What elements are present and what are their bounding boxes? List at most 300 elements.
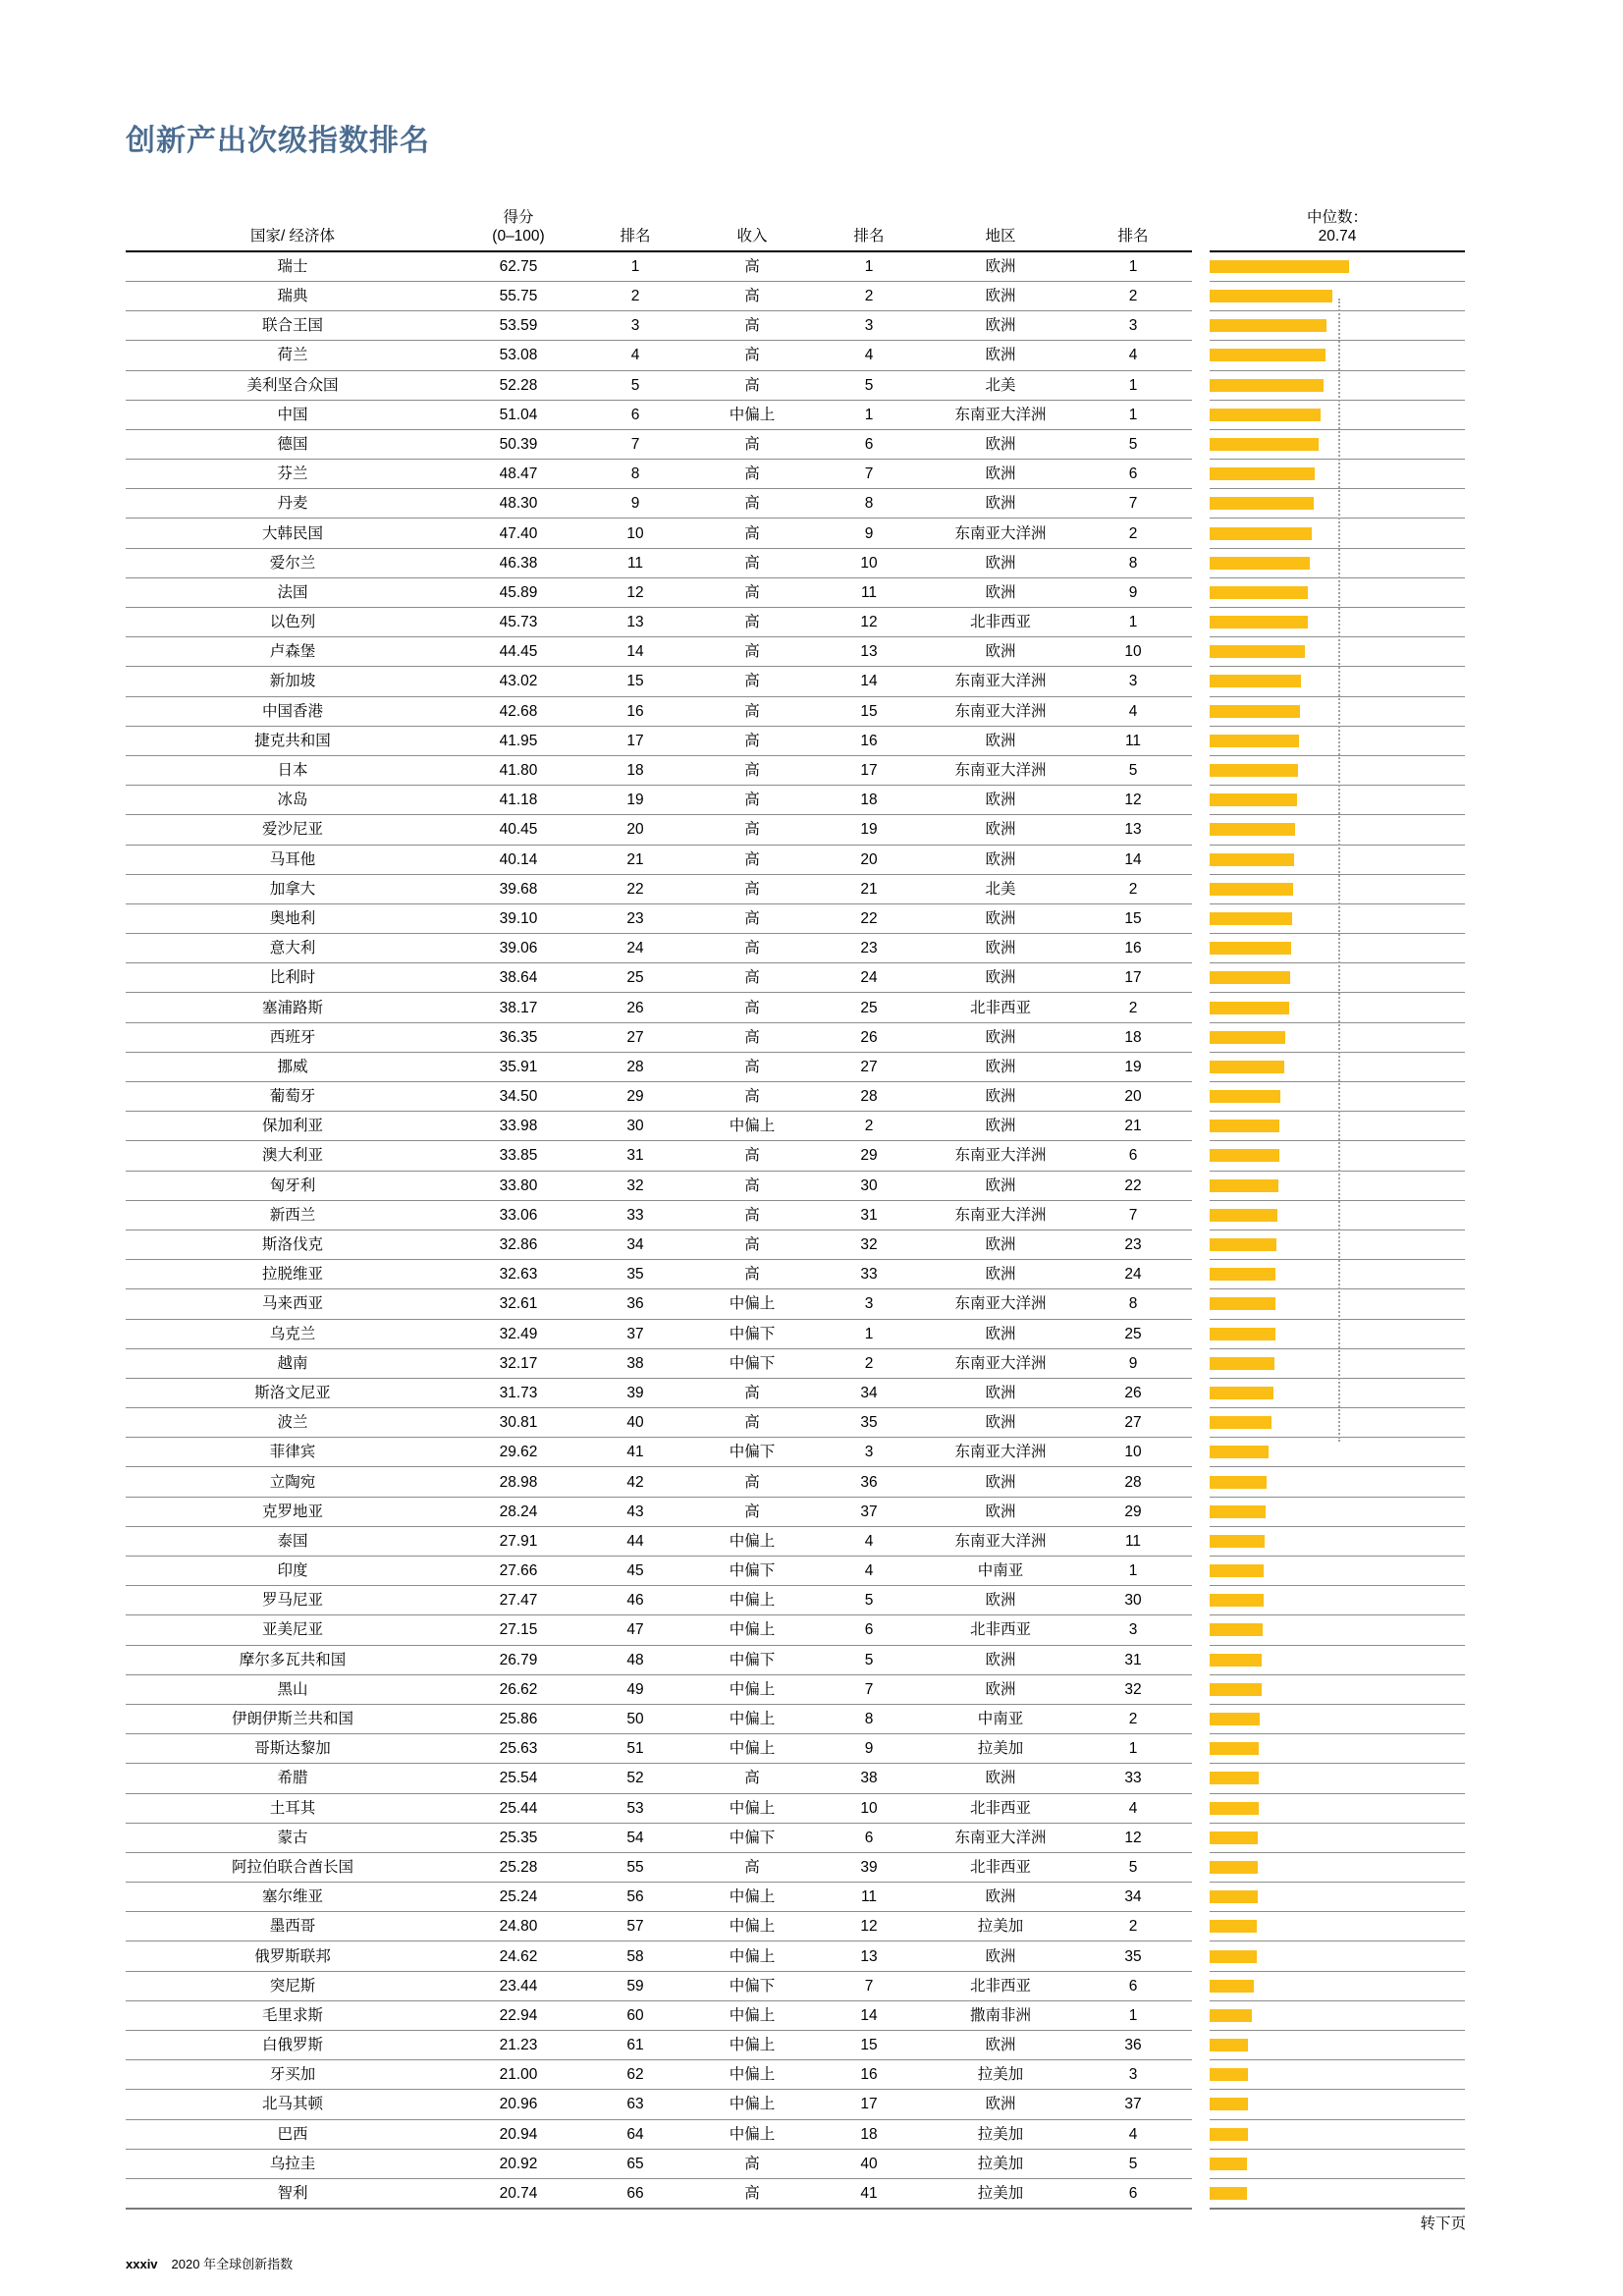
- cell-score-rank: 52: [577, 1764, 693, 1793]
- cell-income-rank: 10: [811, 1793, 927, 1823]
- cell-income-rank: 4: [811, 1557, 927, 1586]
- cell-region: 欧洲: [927, 2090, 1074, 2119]
- cell-income-rank: 37: [811, 1497, 927, 1526]
- cell-income-rank: 31: [811, 1200, 927, 1230]
- cell-region-rank: 2: [1074, 874, 1192, 903]
- score-bar: [1210, 1742, 1259, 1755]
- cell-income-rank: 32: [811, 1230, 927, 1259]
- score-bar: [1210, 1387, 1273, 1399]
- cell-score: 53.59: [460, 311, 577, 341]
- cell-region: 东南亚大洋洲: [927, 519, 1074, 548]
- table-row: [126, 2178, 1465, 2209]
- cell-score: 53.08: [460, 341, 577, 370]
- cell-income-rank: 14: [811, 667, 927, 696]
- cell-region-rank: 14: [1074, 845, 1192, 874]
- cell-score-bar: [1210, 1319, 1465, 1348]
- cell-spacer: [1192, 608, 1210, 637]
- cell-spacer: [1192, 1438, 1210, 1467]
- cell-region-rank: 37: [1074, 2090, 1192, 2119]
- cell-country: 突尼斯: [126, 1971, 460, 2000]
- cell-region: 拉美加: [927, 1734, 1074, 1764]
- score-bar: [1210, 1713, 1260, 1725]
- cell-score-rank: 22: [577, 874, 693, 903]
- cell-score-rank: 19: [577, 786, 693, 815]
- cell-region: 欧洲: [927, 1378, 1074, 1407]
- cell-country: 罗马尼亚: [126, 1586, 460, 1615]
- cell-income: 中偏上: [693, 1674, 811, 1704]
- cell-spacer: [1192, 903, 1210, 933]
- cell-country: 芬兰: [126, 460, 460, 489]
- cell-score-rank: 46: [577, 1586, 693, 1615]
- cell-score: 42.68: [460, 696, 577, 726]
- table-row: [126, 903, 1465, 933]
- cell-country: 马来西亚: [126, 1289, 460, 1319]
- score-bar: [1210, 912, 1292, 925]
- cell-income: 中偏上: [693, 1615, 811, 1645]
- table-row: [126, 2000, 1465, 2030]
- cell-score: 22.94: [460, 2000, 577, 2030]
- cell-income-rank: 8: [811, 489, 927, 519]
- cell-score-bar: [1210, 1141, 1465, 1171]
- score-bar: [1210, 1890, 1258, 1903]
- cell-country: 澳大利亚: [126, 1141, 460, 1171]
- cell-region: 拉美加: [927, 2178, 1074, 2209]
- cell-score-rank: 65: [577, 2149, 693, 2178]
- cell-income: 高: [693, 1260, 811, 1289]
- score-bar: [1210, 1831, 1258, 1844]
- cell-region: 欧洲: [927, 1082, 1074, 1112]
- cell-score: 33.85: [460, 1141, 577, 1171]
- cell-score: 25.44: [460, 1793, 577, 1823]
- score-bar: [1210, 616, 1308, 629]
- cell-score-rank: 11: [577, 548, 693, 577]
- cell-region: 北非西亚: [927, 993, 1074, 1022]
- cell-country: 挪威: [126, 1052, 460, 1081]
- cell-spacer: [1192, 2090, 1210, 2119]
- cell-score-bar: [1210, 786, 1465, 815]
- cell-score: 32.17: [460, 1348, 577, 1378]
- cell-score-rank: 28: [577, 1052, 693, 1081]
- cell-score-bar: [1210, 2090, 1465, 2119]
- cell-score: 38.17: [460, 993, 577, 1022]
- cell-score-bar: [1210, 1912, 1465, 1941]
- cell-score: 52.28: [460, 370, 577, 400]
- cell-country: 丹麦: [126, 489, 460, 519]
- cell-region-rank: 26: [1074, 1378, 1192, 1407]
- table-row: [126, 1971, 1465, 2000]
- cell-country: 立陶宛: [126, 1467, 460, 1497]
- cell-region: 北非西亚: [927, 608, 1074, 637]
- score-bar: [1210, 497, 1314, 510]
- cell-country: 土耳其: [126, 1793, 460, 1823]
- cell-region: 东南亚大洋洲: [927, 696, 1074, 726]
- table-row: [126, 1734, 1465, 1764]
- cell-income-rank: 11: [811, 1883, 927, 1912]
- cell-region: 欧洲: [927, 548, 1074, 577]
- cell-country: 黑山: [126, 1674, 460, 1704]
- cell-region: 东南亚大洋洲: [927, 1438, 1074, 1467]
- cell-region-rank: 4: [1074, 2119, 1192, 2149]
- cell-income: 高: [693, 281, 811, 310]
- cell-score-rank: 15: [577, 667, 693, 696]
- table-row: [126, 1615, 1465, 1645]
- cell-score-bar: [1210, 903, 1465, 933]
- table-row: [126, 1348, 1465, 1378]
- cell-region-rank: 3: [1074, 1615, 1192, 1645]
- score-bar: [1210, 2128, 1248, 2141]
- cell-score-bar: [1210, 1348, 1465, 1378]
- cell-region-rank: 8: [1074, 548, 1192, 577]
- cell-income: 高: [693, 874, 811, 903]
- cell-score-bar: [1210, 2031, 1465, 2060]
- table-row: [126, 1467, 1465, 1497]
- cell-score-bar: [1210, 2060, 1465, 2090]
- score-bar: [1210, 1594, 1264, 1607]
- cell-spacer: [1192, 1141, 1210, 1171]
- score-bar: [1210, 1505, 1266, 1518]
- cell-score: 25.63: [460, 1734, 577, 1764]
- cell-spacer: [1192, 1883, 1210, 1912]
- cell-score-rank: 8: [577, 460, 693, 489]
- cell-score-rank: 20: [577, 815, 693, 845]
- cell-country: 俄罗斯联邦: [126, 1941, 460, 1971]
- cell-score-bar: [1210, 370, 1465, 400]
- cell-spacer: [1192, 370, 1210, 400]
- cell-region: 欧洲: [927, 637, 1074, 667]
- score-bar: [1210, 409, 1321, 421]
- cell-country: 比利时: [126, 963, 460, 993]
- cell-score-bar: [1210, 1260, 1465, 1289]
- cell-score-rank: 33: [577, 1200, 693, 1230]
- cell-score-rank: 17: [577, 726, 693, 755]
- cell-income: 中偏上: [693, 2000, 811, 2030]
- cell-region-rank: 29: [1074, 1497, 1192, 1526]
- cell-score-bar: [1210, 1883, 1465, 1912]
- cell-score-rank: 60: [577, 2000, 693, 2030]
- cell-income: 高: [693, 489, 811, 519]
- cell-country: 爱沙尼亚: [126, 815, 460, 845]
- cell-score: 39.10: [460, 903, 577, 933]
- cell-income: 高: [693, 1378, 811, 1407]
- cell-score: 48.30: [460, 489, 577, 519]
- cell-income-rank: 13: [811, 1941, 927, 1971]
- cell-region: 欧洲: [927, 1171, 1074, 1200]
- cell-income: 中偏上: [693, 1941, 811, 1971]
- cell-spacer: [1192, 1852, 1210, 1882]
- cell-region-rank: 31: [1074, 1645, 1192, 1674]
- cell-score: 51.04: [460, 400, 577, 429]
- cell-income-rank: 2: [811, 1348, 927, 1378]
- cell-score-rank: 51: [577, 1734, 693, 1764]
- cell-income-rank: 6: [811, 1823, 927, 1852]
- cell-score-rank: 12: [577, 577, 693, 607]
- cell-score-rank: 3: [577, 311, 693, 341]
- score-bar: [1210, 1861, 1258, 1874]
- cell-country: 中国香港: [126, 696, 460, 726]
- cell-score-rank: 25: [577, 963, 693, 993]
- cell-region: 北美: [927, 370, 1074, 400]
- cell-region-rank: 5: [1074, 755, 1192, 785]
- cell-income: 高: [693, 460, 811, 489]
- score-bar: [1210, 438, 1319, 451]
- cell-region: 东南亚大洋洲: [927, 667, 1074, 696]
- score-bar: [1210, 1802, 1259, 1815]
- cell-income-rank: 4: [811, 1526, 927, 1556]
- cell-income-rank: 28: [811, 1082, 927, 1112]
- cell-income: 高: [693, 667, 811, 696]
- cell-country: 新西兰: [126, 1200, 460, 1230]
- page-title: 创新产出次级指数排名: [126, 125, 430, 157]
- cell-score-rank: 56: [577, 1883, 693, 1912]
- cell-spacer: [1192, 281, 1210, 310]
- cell-region-rank: 36: [1074, 2031, 1192, 2060]
- cell-score: 33.80: [460, 1171, 577, 1200]
- ranking-table: [126, 208, 1465, 2210]
- table-row: [126, 874, 1465, 903]
- cell-score-rank: 45: [577, 1557, 693, 1586]
- cell-region-rank: 5: [1074, 1852, 1192, 1882]
- cell-region: 欧洲: [927, 1052, 1074, 1081]
- cell-country: 哥斯达黎加: [126, 1734, 460, 1764]
- cell-score-rank: 49: [577, 1674, 693, 1704]
- cell-region: 欧洲: [927, 281, 1074, 310]
- cell-income: 高: [693, 1141, 811, 1171]
- table-row: [126, 1438, 1465, 1467]
- cell-score-rank: 36: [577, 1289, 693, 1319]
- score-bar: [1210, 260, 1349, 273]
- cell-country: 葡萄牙: [126, 1082, 460, 1112]
- table-row: [126, 786, 1465, 815]
- cell-region: 欧洲: [927, 963, 1074, 993]
- cell-income: 中偏下: [693, 1823, 811, 1852]
- cell-score: 36.35: [460, 1022, 577, 1052]
- cell-score-rank: 58: [577, 1941, 693, 1971]
- table-row: [126, 667, 1465, 696]
- cell-region: 北非西亚: [927, 1793, 1074, 1823]
- cell-income-rank: 40: [811, 2149, 927, 2178]
- cell-score: 62.75: [460, 251, 577, 282]
- score-bar: [1210, 557, 1310, 570]
- cell-region-rank: 22: [1074, 1171, 1192, 1200]
- cell-country: 新加坡: [126, 667, 460, 696]
- cell-region-rank: 35: [1074, 1941, 1192, 1971]
- cell-spacer: [1192, 845, 1210, 874]
- cell-spacer: [1192, 1171, 1210, 1200]
- cell-country: 摩尔多瓦共和国: [126, 1645, 460, 1674]
- cell-region: 欧洲: [927, 1230, 1074, 1259]
- cell-region-rank: 16: [1074, 934, 1192, 963]
- cell-spacer: [1192, 1408, 1210, 1438]
- header-spacer: [1192, 208, 1210, 251]
- cell-score-bar: [1210, 1171, 1465, 1200]
- cell-score-rank: 31: [577, 1141, 693, 1171]
- cell-score-rank: 5: [577, 370, 693, 400]
- score-bar: [1210, 1061, 1284, 1073]
- cell-income: 高: [693, 1022, 811, 1052]
- cell-score: 20.94: [460, 2119, 577, 2149]
- cell-country: 卢森堡: [126, 637, 460, 667]
- cell-score-rank: 64: [577, 2119, 693, 2149]
- cell-spacer: [1192, 1704, 1210, 1733]
- cell-country: 蒙古: [126, 1823, 460, 1852]
- header-median: 中位数： 20.74: [1210, 208, 1465, 251]
- cell-score-rank: 61: [577, 2031, 693, 2060]
- cell-score-bar: [1210, 400, 1465, 429]
- cell-region: 东南亚大洋洲: [927, 755, 1074, 785]
- cell-income-rank: 1: [811, 400, 927, 429]
- cell-spacer: [1192, 1586, 1210, 1615]
- table-row: [126, 1883, 1465, 1912]
- cell-spacer: [1192, 2178, 1210, 2209]
- table-row: [126, 370, 1465, 400]
- cell-region: 欧洲: [927, 1022, 1074, 1052]
- cell-score-rank: 6: [577, 400, 693, 429]
- cell-income: 中偏上: [693, 1526, 811, 1556]
- cell-income: 高: [693, 548, 811, 577]
- cell-region-rank: 2: [1074, 281, 1192, 310]
- cell-score-bar: [1210, 874, 1465, 903]
- cell-score-bar: [1210, 429, 1465, 459]
- cell-income-rank: 33: [811, 1260, 927, 1289]
- table-row: [126, 519, 1465, 548]
- cell-income: 高: [693, 608, 811, 637]
- cell-country: 拉脱维亚: [126, 1260, 460, 1289]
- cell-income-rank: 17: [811, 755, 927, 785]
- cell-spacer: [1192, 1467, 1210, 1497]
- cell-score-bar: [1210, 1230, 1465, 1259]
- table-row: [126, 1526, 1465, 1556]
- cell-region: 欧洲: [927, 1319, 1074, 1348]
- cell-country: 瑞士: [126, 251, 460, 282]
- cell-region: 欧洲: [927, 845, 1074, 874]
- cell-country: 西班牙: [126, 1022, 460, 1052]
- cell-income-rank: 39: [811, 1852, 927, 1882]
- cell-score: 47.40: [460, 519, 577, 548]
- cell-spacer: [1192, 1260, 1210, 1289]
- cell-country: 波兰: [126, 1408, 460, 1438]
- cell-region: 中南亚: [927, 1704, 1074, 1733]
- cell-spacer: [1192, 1348, 1210, 1378]
- cell-income-rank: 22: [811, 903, 927, 933]
- cell-score-bar: [1210, 311, 1465, 341]
- table-row: [126, 1497, 1465, 1526]
- cell-country: 希腊: [126, 1764, 460, 1793]
- table-row: [126, 2031, 1465, 2060]
- table-row: [126, 341, 1465, 370]
- cell-income: 中偏上: [693, 2119, 811, 2149]
- score-bar: [1210, 1654, 1262, 1667]
- cell-region: 东南亚大洋洲: [927, 1289, 1074, 1319]
- cell-score-bar: [1210, 1497, 1465, 1526]
- table-body: [126, 251, 1465, 2209]
- header-income-rank: 排名: [811, 208, 927, 251]
- cell-country: 联合王国: [126, 311, 460, 341]
- cell-country: 巴西: [126, 2119, 460, 2149]
- cell-spacer: [1192, 1378, 1210, 1407]
- cell-region: 欧洲: [927, 1764, 1074, 1793]
- cell-spacer: [1192, 460, 1210, 489]
- cell-region-rank: 10: [1074, 1438, 1192, 1467]
- cell-income-rank: 20: [811, 845, 927, 874]
- cell-score-bar: [1210, 1200, 1465, 1230]
- cell-region-rank: 10: [1074, 637, 1192, 667]
- score-bar: [1210, 823, 1295, 836]
- cell-score: 26.79: [460, 1645, 577, 1674]
- cell-income-rank: 11: [811, 577, 927, 607]
- table-row: [126, 1052, 1465, 1081]
- score-bar: [1210, 1623, 1263, 1636]
- cell-score: 40.14: [460, 845, 577, 874]
- cell-country: 大韩民国: [126, 519, 460, 548]
- table-row: [126, 696, 1465, 726]
- cell-spacer: [1192, 667, 1210, 696]
- cell-score-rank: 7: [577, 429, 693, 459]
- cell-income: 高: [693, 577, 811, 607]
- cell-region: 东南亚大洋洲: [927, 1200, 1074, 1230]
- cell-region: 撒南非洲: [927, 2000, 1074, 2030]
- cell-score: 28.24: [460, 1497, 577, 1526]
- cell-score-rank: 48: [577, 1645, 693, 1674]
- table-row: [126, 1912, 1465, 1941]
- cell-region-rank: 20: [1074, 1082, 1192, 1112]
- cell-region: 欧洲: [927, 1260, 1074, 1289]
- cell-spacer: [1192, 1793, 1210, 1823]
- cell-spacer: [1192, 1319, 1210, 1348]
- score-bar: [1210, 2068, 1248, 2081]
- cell-region: 欧洲: [927, 311, 1074, 341]
- cell-score: 20.74: [460, 2178, 577, 2209]
- cell-spacer: [1192, 1082, 1210, 1112]
- cell-score-bar: [1210, 489, 1465, 519]
- cell-income-rank: 9: [811, 1734, 927, 1764]
- cell-region-rank: 30: [1074, 1586, 1192, 1615]
- cell-region: 欧洲: [927, 460, 1074, 489]
- cell-score-bar: [1210, 1615, 1465, 1645]
- table-row: [126, 251, 1465, 282]
- cell-country: 克罗地亚: [126, 1497, 460, 1526]
- cell-income: 中偏下: [693, 1438, 811, 1467]
- cell-region-rank: 1: [1074, 1734, 1192, 1764]
- cell-income-rank: 15: [811, 696, 927, 726]
- cell-region-rank: 4: [1074, 696, 1192, 726]
- cell-spacer: [1192, 815, 1210, 845]
- cell-spacer: [1192, 1289, 1210, 1319]
- cell-score-bar: [1210, 1526, 1465, 1556]
- cell-score: 25.86: [460, 1704, 577, 1733]
- cell-income: 高: [693, 1171, 811, 1200]
- cell-region-rank: 1: [1074, 370, 1192, 400]
- cell-score: 39.06: [460, 934, 577, 963]
- cell-spacer: [1192, 1615, 1210, 1645]
- cell-spacer: [1192, 1645, 1210, 1674]
- score-bar: [1210, 1357, 1274, 1370]
- cell-country: 塞浦路斯: [126, 993, 460, 1022]
- cell-spacer: [1192, 1497, 1210, 1526]
- cell-region-rank: 11: [1074, 1526, 1192, 1556]
- cell-region-rank: 12: [1074, 786, 1192, 815]
- cell-score: 33.98: [460, 1112, 577, 1141]
- cell-spacer: [1192, 519, 1210, 548]
- cell-spacer: [1192, 2119, 1210, 2149]
- cell-income-rank: 2: [811, 281, 927, 310]
- cell-income-rank: 2: [811, 1112, 927, 1141]
- cell-score: 55.75: [460, 281, 577, 310]
- cell-country: 荷兰: [126, 341, 460, 370]
- cell-income-rank: 36: [811, 1467, 927, 1497]
- cell-region: 欧洲: [927, 1586, 1074, 1615]
- cell-score-rank: 18: [577, 755, 693, 785]
- cell-spacer: [1192, 726, 1210, 755]
